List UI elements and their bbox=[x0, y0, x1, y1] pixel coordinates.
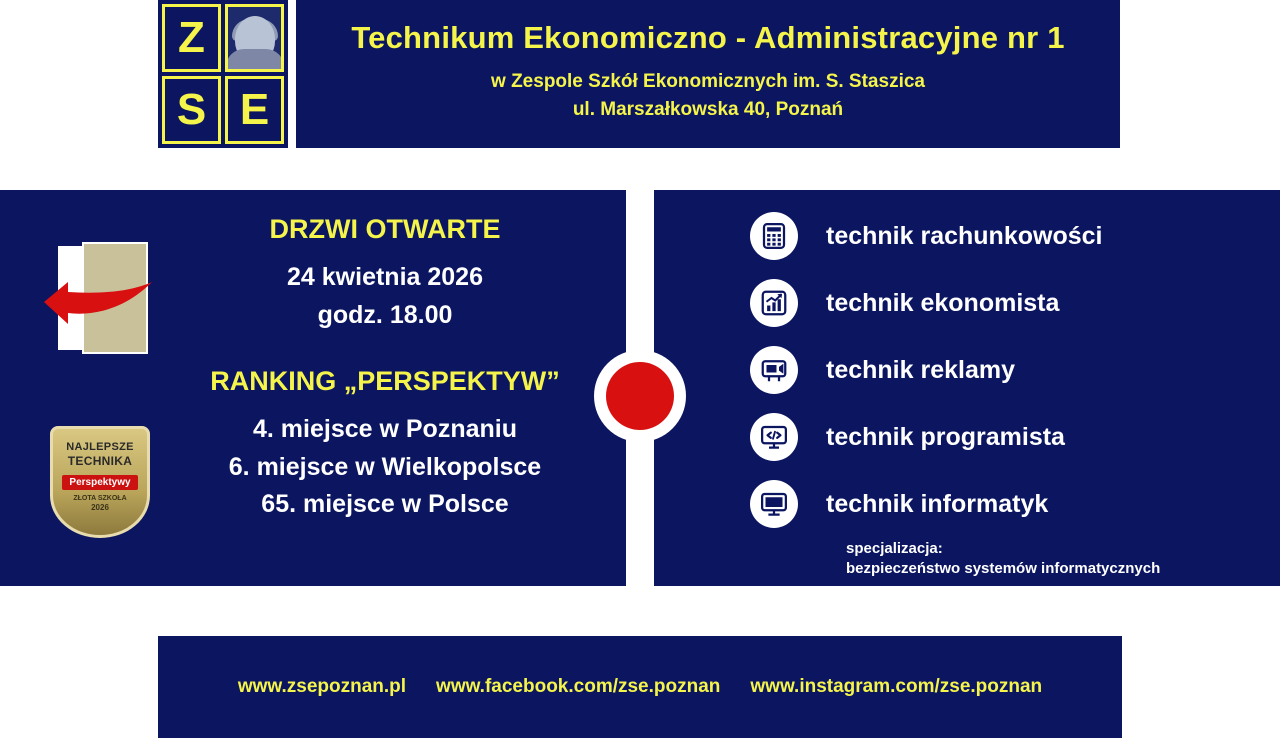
center-red-dot bbox=[594, 350, 686, 442]
perspektywy-badge-icon bbox=[42, 422, 158, 542]
profession-label-rachunkowosci: technik rachunkowości bbox=[826, 221, 1103, 250]
code-monitor-icon bbox=[750, 413, 798, 461]
list-item bbox=[750, 279, 1270, 327]
list-item bbox=[750, 480, 1270, 528]
list-item bbox=[750, 346, 1270, 394]
link-website[interactable]: www.zsepoznan.pl bbox=[237, 676, 407, 697]
profession-label-informatyk: technik informatyk bbox=[826, 489, 1049, 518]
ranking-item-wielkopolska: 6. miejsce w Wielkopolsce bbox=[228, 452, 542, 481]
open-door-icon bbox=[44, 242, 150, 354]
badge-line-1: NAJLEPSZE bbox=[66, 441, 134, 453]
open-days-time: godz. 18.00 bbox=[317, 300, 453, 329]
logo-letter-e: E bbox=[225, 76, 284, 144]
header-banner bbox=[296, 0, 1120, 148]
ranking-heading: RANKING „PERSPEKTYW” bbox=[210, 366, 560, 396]
badge-line-2: TECHNIKA bbox=[67, 454, 133, 468]
right-panel bbox=[654, 190, 1280, 586]
profession-label-programista: technik programista bbox=[826, 422, 1065, 451]
badge-line-3: ZŁOTA SZKOŁA bbox=[73, 495, 127, 502]
header-subtitle-line-1: w Zespole Szkół Ekonomicznych im. S. Staszica bbox=[491, 71, 925, 93]
school-logo bbox=[158, 0, 288, 148]
ranking-item-polska: 65. miejsce w Polsce bbox=[261, 490, 509, 518]
specialization-line-1: specjalizacja: bbox=[846, 540, 943, 557]
page-title: Technikum Ekonomiczno - Administracyjne nr 1 bbox=[351, 20, 1065, 56]
link-facebook[interactable]: www.facebook.com/zse.poznan bbox=[436, 676, 721, 697]
logo-letter-z: Z bbox=[162, 4, 221, 72]
badge-ribbon: Perspektywy bbox=[62, 475, 137, 490]
billboard-ad-icon bbox=[750, 346, 798, 394]
left-panel bbox=[0, 190, 626, 586]
bar-chart-growth-icon bbox=[750, 279, 798, 327]
red-arrow-icon bbox=[44, 280, 154, 324]
profession-label-ekonomista: technik ekonomista bbox=[826, 288, 1060, 317]
portrait-staszic-icon bbox=[225, 4, 284, 72]
footer-links-bar bbox=[158, 636, 1122, 738]
logo-letter-s: S bbox=[162, 76, 221, 144]
profession-label-reklamy: technik reklamy bbox=[826, 355, 1015, 384]
header-subtitle-line-2: ul. Marszałkowska 40, Poznań bbox=[572, 99, 844, 120]
open-days-heading: DRZWI OTWARTE bbox=[269, 214, 501, 244]
list-item bbox=[750, 413, 1270, 461]
desktop-computer-icon bbox=[750, 480, 798, 528]
professions-list bbox=[750, 212, 1270, 580]
calculator-icon bbox=[750, 212, 798, 260]
list-item bbox=[750, 212, 1270, 260]
header bbox=[0, 0, 1280, 150]
badge-line-4: 2026 bbox=[91, 503, 109, 512]
open-days-date: 24 kwietnia 2026 bbox=[287, 263, 483, 291]
link-instagram[interactable]: www.instagram.com/zse.poznan bbox=[750, 676, 1043, 697]
specialization-line-2: bezpieczeństwo systemów informatycznych bbox=[846, 560, 1161, 578]
left-panel-content bbox=[160, 214, 610, 524]
ranking-item-poznan: 4. miejsce w Poznaniu bbox=[253, 415, 517, 443]
